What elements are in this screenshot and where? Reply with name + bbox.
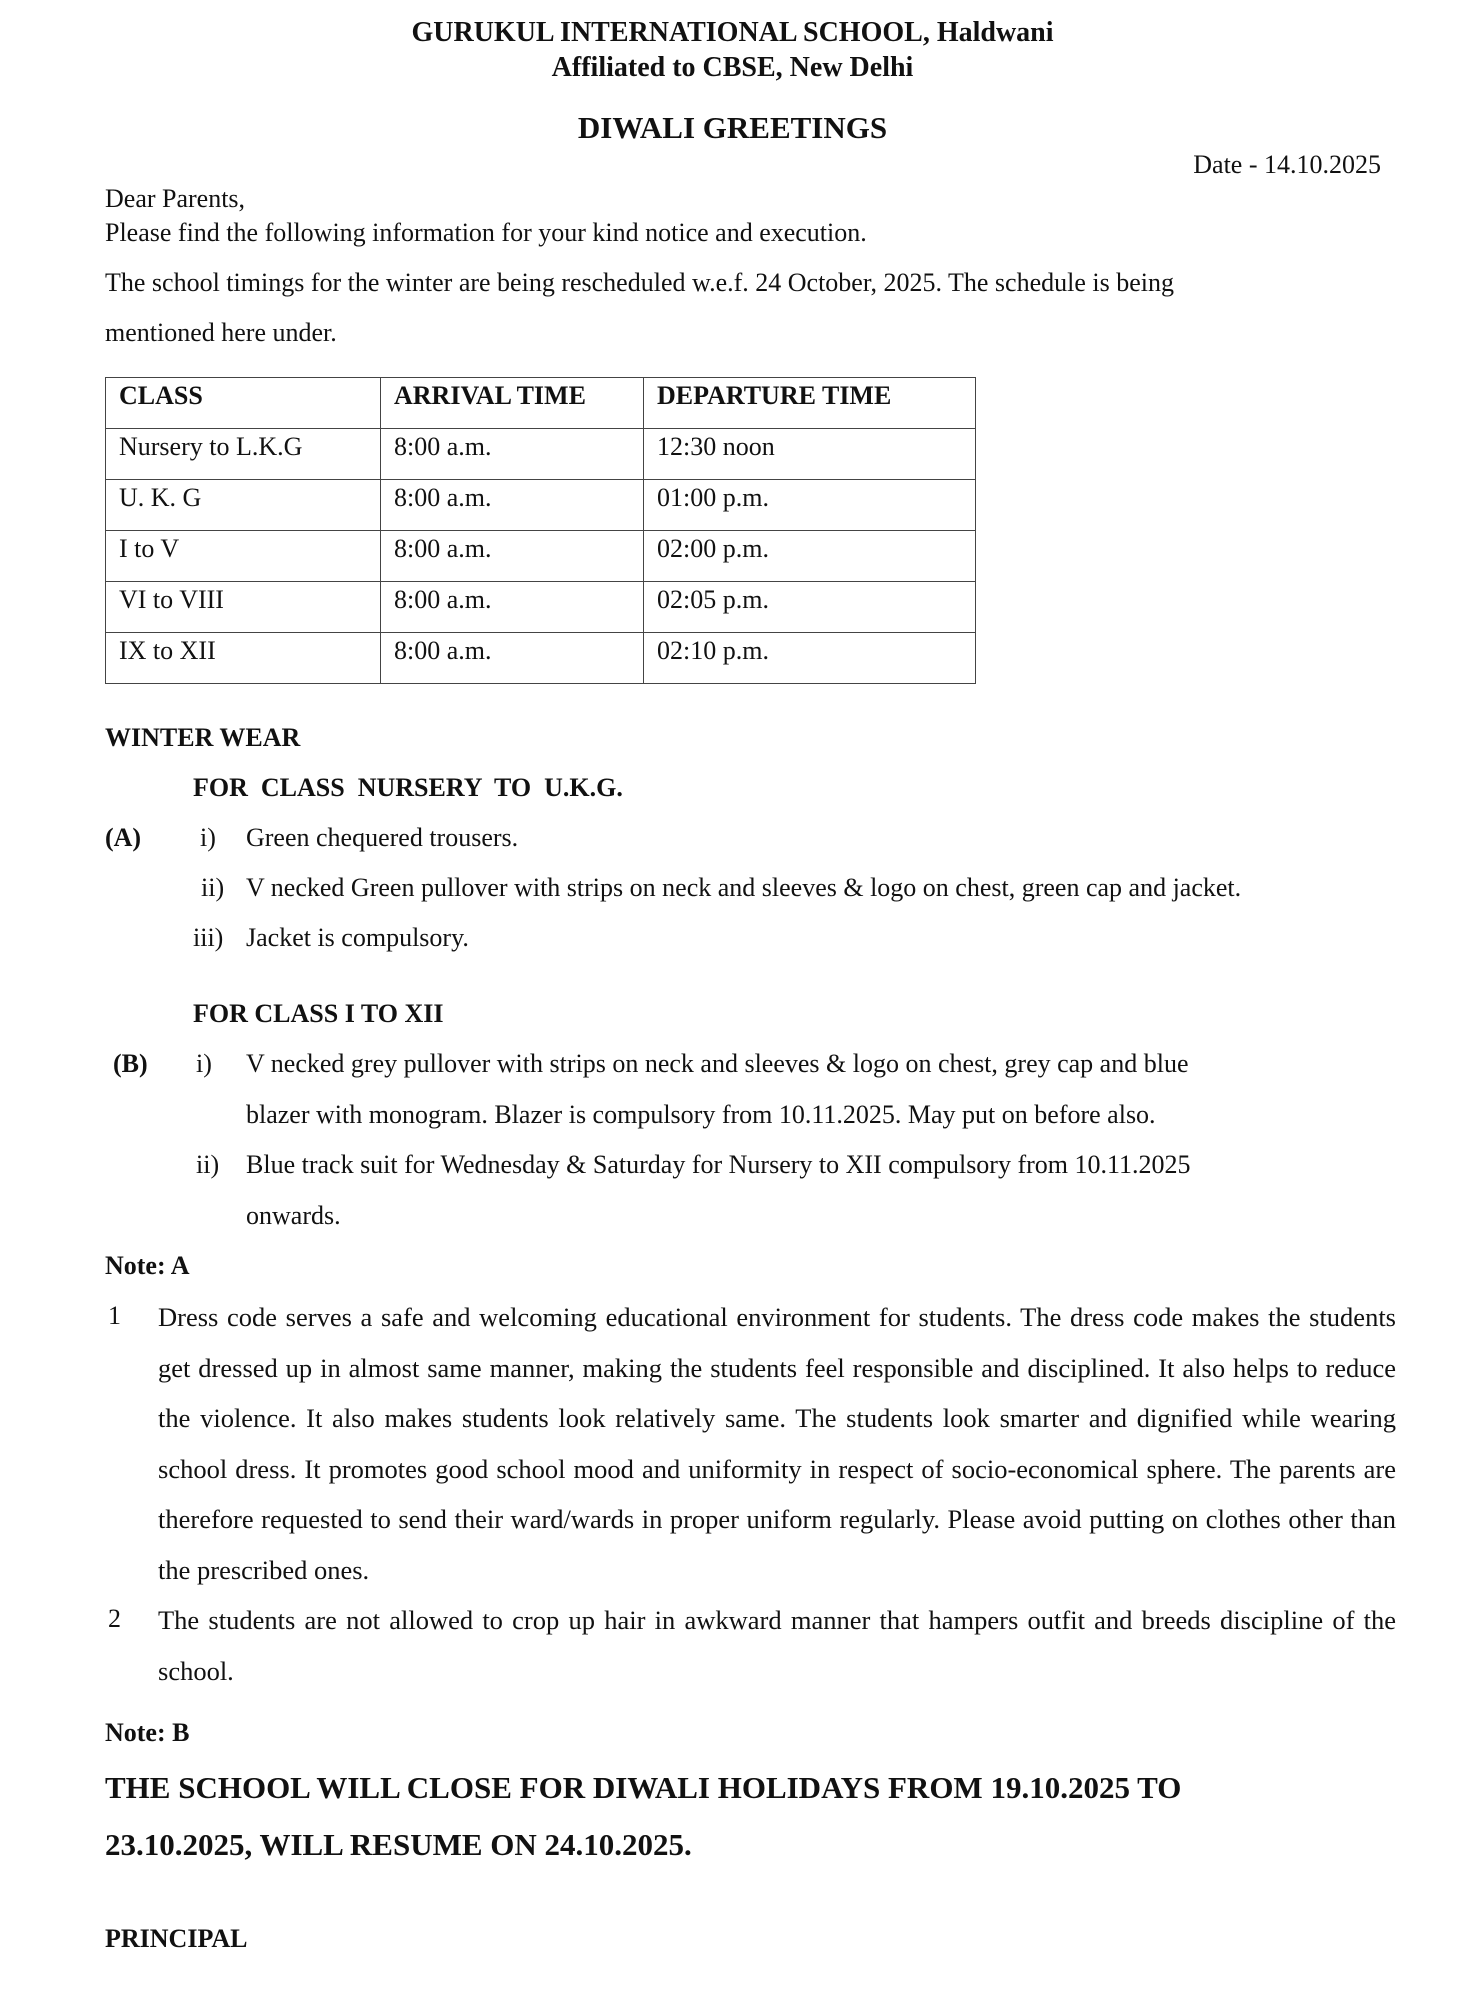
cell-departure: 02:05 p.m. bbox=[644, 582, 976, 633]
page-title: DIWALI GREETINGS bbox=[577, 110, 888, 145]
table-row bbox=[106, 480, 976, 531]
item-number: ii) bbox=[196, 1150, 220, 1179]
timings-table bbox=[105, 377, 976, 684]
section-b-heading: FOR CLASS I TO XII bbox=[193, 999, 444, 1028]
winter-item-continued: blazer with monogram. Blazer is compulsory from 10.11.2025. May put on before also. bbox=[246, 1100, 1156, 1129]
cell-class: Nursery to L.K.G bbox=[106, 429, 381, 480]
winter-item-continued: onwards. bbox=[246, 1201, 341, 1230]
cell-arrival: 8:00 a.m. bbox=[381, 480, 644, 531]
cell-arrival: 8:00 a.m. bbox=[381, 582, 644, 633]
cell-arrival: 8:00 a.m. bbox=[381, 429, 644, 480]
holiday-notice-line-2: 23.10.2025, WILL RESUME ON 24.10.2025. bbox=[105, 1827, 692, 1862]
header-arrival: ARRIVAL TIME bbox=[381, 378, 644, 429]
winter-item: Green chequered trousers. bbox=[246, 823, 519, 852]
notice-date: Date - 14.10.2025 bbox=[1193, 150, 1381, 179]
table-header-row bbox=[106, 378, 976, 429]
item-number: iii) bbox=[193, 923, 224, 952]
cell-arrival: 8:00 a.m. bbox=[381, 633, 644, 684]
winter-item: Jacket is compulsory. bbox=[246, 923, 469, 952]
header-class: CLASS bbox=[106, 378, 381, 429]
table-row bbox=[106, 531, 976, 582]
school-name: GURUKUL INTERNATIONAL SCHOOL, Haldwani bbox=[411, 17, 1054, 48]
note-a-heading: Note: A bbox=[105, 1251, 190, 1280]
cell-departure: 02:10 p.m. bbox=[644, 633, 976, 684]
item-number: i) bbox=[200, 823, 216, 852]
winter-item: V necked grey pullover with strips on neck and sleeves & logo on chest, grey cap and blue bbox=[246, 1049, 1189, 1078]
table-row bbox=[106, 429, 976, 480]
intro-line-1: Please find the following information for your kind notice and execution. bbox=[105, 218, 867, 247]
cell-arrival: 8:00 a.m. bbox=[381, 531, 644, 582]
section-a-label: (A) bbox=[105, 823, 142, 852]
intro-line-3: mentioned here under. bbox=[105, 318, 337, 347]
note-a-paragraph: The students are not allowed to crop up hair in awkward manner that hampers outfit and breeds discipline of the school. bbox=[158, 1605, 1396, 1686]
cell-departure: 01:00 p.m. bbox=[644, 480, 976, 531]
section-b-label: (B) bbox=[113, 1049, 148, 1078]
table-row bbox=[106, 582, 976, 633]
note-number: 1 bbox=[108, 1301, 121, 1330]
note-b-heading: Note: B bbox=[105, 1718, 190, 1747]
header-departure: DEPARTURE TIME bbox=[644, 378, 976, 429]
signature: PRINCIPAL bbox=[105, 1924, 248, 1953]
cell-class: IX to XII bbox=[106, 633, 381, 684]
cell-class: VI to VIII bbox=[106, 582, 381, 633]
cell-departure: 12:30 noon bbox=[644, 429, 976, 480]
winter-item: V necked Green pullover with strips on neck and sleeves & logo on chest, green cap and jacket. bbox=[246, 873, 1242, 902]
holiday-notice-line-1: THE SCHOOL WILL CLOSE FOR DIWALI HOLIDAYS FROM 19.10.2025 TO bbox=[105, 1770, 1182, 1805]
table-row bbox=[106, 633, 976, 684]
salutation: Dear Parents, bbox=[105, 184, 246, 213]
item-number: i) bbox=[196, 1049, 212, 1078]
winter-item: Blue track suit for Wednesday & Saturday for Nursery to XII compulsory from 10.11.2025 bbox=[246, 1150, 1191, 1179]
item-number: ii) bbox=[201, 873, 225, 902]
cell-class: U. K. G bbox=[106, 480, 381, 531]
note-a-paragraph: Dress code serves a safe and welcoming educational environment for students. The dress code makes the students get dressed up in almost same manner, making the students feel responsible and disciplined. It also helps to reduce the violence. It also makes students look relatively same. The students look smarter and dignified while wearing school dress. It promotes good school mood and uniformity in respect of socio-economical sphere. The parents are therefore requested to send their ward/wards in proper uniform regularly. Please avoid putting on clothes other than the prescribed ones. bbox=[158, 1302, 1396, 1585]
cell-departure: 02:00 p.m. bbox=[644, 531, 976, 582]
section-a-heading: FOR CLASS NURSERY TO U.K.G. bbox=[193, 773, 623, 802]
intro-line-2: The school timings for the winter are being rescheduled w.e.f. 24 October, 2025. The schedule is being bbox=[105, 268, 1174, 297]
winter-wear-heading: WINTER WEAR bbox=[105, 723, 301, 752]
note-number: 2 bbox=[108, 1604, 121, 1633]
cell-class: I to V bbox=[106, 531, 381, 582]
affiliation: Affiliated to CBSE, New Delhi bbox=[551, 52, 914, 83]
